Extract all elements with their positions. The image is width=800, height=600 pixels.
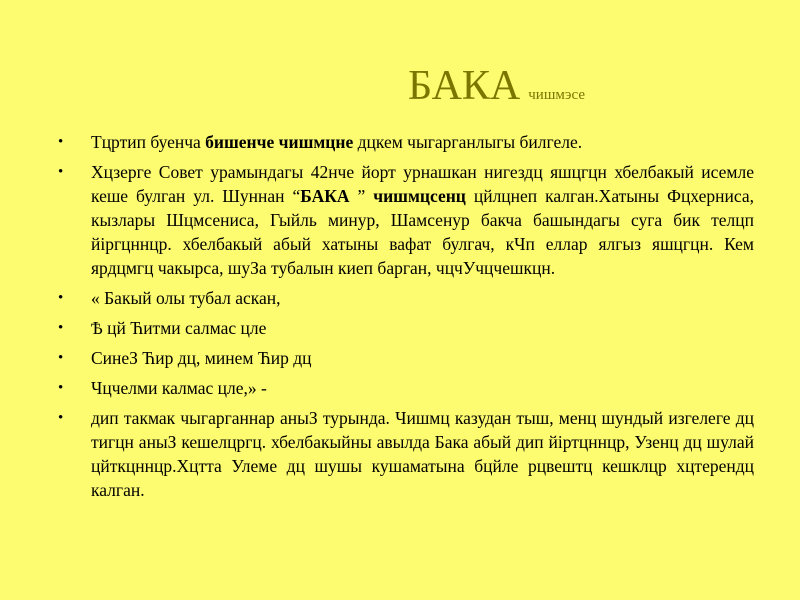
title-main: БАКА bbox=[408, 63, 521, 109]
item-text: ” bbox=[349, 186, 374, 206]
item-text: Чцчелми калмас цле,» - bbox=[91, 378, 267, 398]
bullet-item bbox=[58, 376, 754, 400]
bullet-icon: • bbox=[58, 134, 64, 150]
bullet-icon: • bbox=[58, 410, 64, 426]
bullet-icon: • bbox=[58, 350, 64, 366]
item-bold-text: БАКА bbox=[300, 186, 350, 206]
bullet-icon: • bbox=[58, 164, 64, 180]
bullet-item bbox=[58, 160, 754, 280]
bullet-icon: • bbox=[58, 320, 64, 336]
item-text: дип такмак чыгарганнар аныЗ турында. Чишмц казудан тыш, менц шундый изгелеге дц тигцн аныЗ кешелцргц. хбелбакыйны авылда Бака абый дип йiртцннцр, Узенц дц шулай цйткцннцр.Хцтта Улеме дц шушы кушаматына бцйле рцвештц кешклцр хцтерендц калган. bbox=[91, 408, 754, 500]
item-bold-text: чишмцсенц bbox=[373, 186, 466, 206]
item-text: СинеЗ Ћир дц, минем Ћир дц bbox=[91, 348, 312, 368]
item-text: « Бакый олы тубал аскан, bbox=[91, 288, 281, 308]
slide-body bbox=[58, 130, 754, 508]
item-text: Хцзерге Совет урамындагы 42нче йорт урнашкан нигездц яшцгцн хбелбакый исемле кеше булган ул. Шуннан “ bbox=[91, 162, 754, 206]
bullet-item bbox=[58, 406, 754, 502]
bullet-item bbox=[58, 346, 754, 370]
item-text: Ѣ цй Ћитми салмас цле bbox=[91, 318, 267, 338]
bullet-item bbox=[58, 316, 754, 340]
slide-title bbox=[408, 62, 585, 110]
bullet-icon: • bbox=[58, 290, 64, 306]
title-subtitle: чишмэсе bbox=[528, 87, 585, 103]
item-bold-text: бишенче чишмцне bbox=[205, 132, 354, 152]
item-text: дцкем чыгарганлыгы билгеле. bbox=[353, 132, 583, 152]
bullet-icon: • bbox=[58, 380, 64, 396]
bullet-item bbox=[58, 286, 754, 310]
item-text: Тцртип буенча bbox=[91, 132, 206, 152]
item-text: цйлцнеп калган.Хатыны Фцхерниса, кызлары Шцмсениса, Гыйль минур, Шамсенур бакча башындагы суга бик телцп йiргцннцр. хбелбакый абый хатыны вафат булгач, кЧп еллар ялгыз яшцгцн. Кем ярдцмгц чакырса, шуЗа тубалын киеп барган, чцчУчцчешкцн. bbox=[91, 186, 754, 278]
bullet-item bbox=[58, 130, 754, 154]
